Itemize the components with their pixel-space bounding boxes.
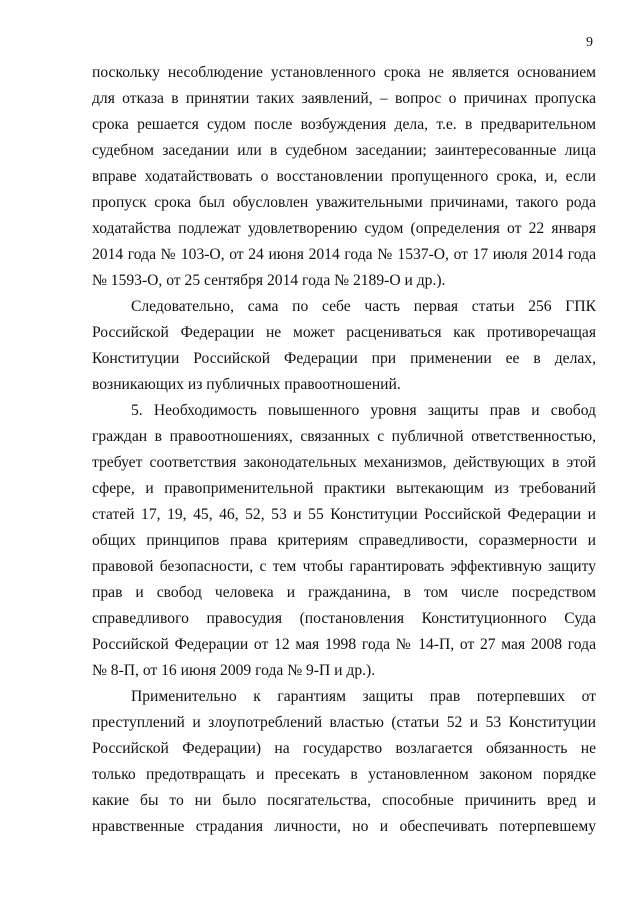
text-line: сфере, и правоприменительной практики вытекающим из требований (92, 480, 596, 497)
text-line: Российской Федерации) на государство возлагается обязанность не (92, 740, 596, 757)
text-line: вправе ходатайствовать о восстановлении пропущенного срока, и, если (92, 168, 596, 185)
text-line: общих принципов права критериям справедливости, соразмерности и (92, 532, 596, 549)
text-line: возникающих из публичных правоотношений. (92, 376, 401, 393)
text-line: прав и свобод человека и гражданина, в том числе посредством (92, 584, 596, 601)
text-line: Российской Федерации от 12 мая 1998 года № 14-П, от 27 мая 2008 года (92, 636, 596, 653)
text-line: статей 17, 19, 45, 46, 52, 53 и 55 Конституции Российской Федерации и (92, 506, 596, 523)
text-line: Применительно к гарантиям защиты прав потерпевших от (131, 688, 596, 705)
text-line: 2014 года № 103-О, от 24 июня 2014 года № 1537-О, от 17 июля 2014 года (92, 246, 596, 263)
text-line: срока решается судом после возбуждения дела, т.е. в предварительном (92, 116, 596, 133)
text-line: нравственные страдания личности, но и обеспечивать потерпевшему (92, 818, 596, 835)
text-line: судебном заседании или в судебном заседании; заинтересованные лица (92, 142, 596, 159)
text-line: для отказа в принятии таких заявлений, – вопрос о причинах пропуска (92, 90, 596, 107)
text-line: требует соответствия законодательных механизмов, действующих в этой (92, 454, 596, 471)
text-line: справедливого правосудия (постановления Конституционного Суда (92, 610, 596, 627)
text-line: Следовательно, сама по себе часть первая статьи 256 ГПК (131, 298, 596, 315)
text-line: 5. Необходимость повышенного уровня защиты прав и свобод (131, 402, 596, 419)
text-line: граждан в правоотношениях, связанных с публичной ответственностью, (92, 428, 596, 445)
text-line: правовой безопасности, с тем чтобы гарантировать эффективную защиту (92, 558, 596, 575)
text-line: пропуск срока был обусловлен уважительными причинами, такого рода (92, 194, 596, 211)
text-line: поскольку несоблюдение установленного срока не является основанием (92, 64, 596, 81)
text-line: № 8-П, от 16 июня 2009 года № 9-П и др.). (92, 662, 376, 679)
text-line: Российской Федерации не может расцениваться как противоречащая (92, 324, 596, 341)
text-line: ходатайства подлежат удовлетворению судом (определения от 22 января (92, 220, 596, 237)
text-line: № 1593-О, от 25 сентября 2014 года № 2189-О и др.). (92, 272, 446, 289)
text-line: Конституции Российской Федерации при применении ее в делах, (92, 350, 596, 367)
page-number: 9 (586, 35, 593, 50)
text-line: только предотвращать и пресекать в установленном законом порядке (92, 766, 596, 783)
text-line: какие бы то ни было посягательства, способные причинить вред и (92, 792, 596, 809)
text-line: преступлений и злоупотреблений властью (статьи 52 и 53 Конституции (92, 714, 596, 731)
